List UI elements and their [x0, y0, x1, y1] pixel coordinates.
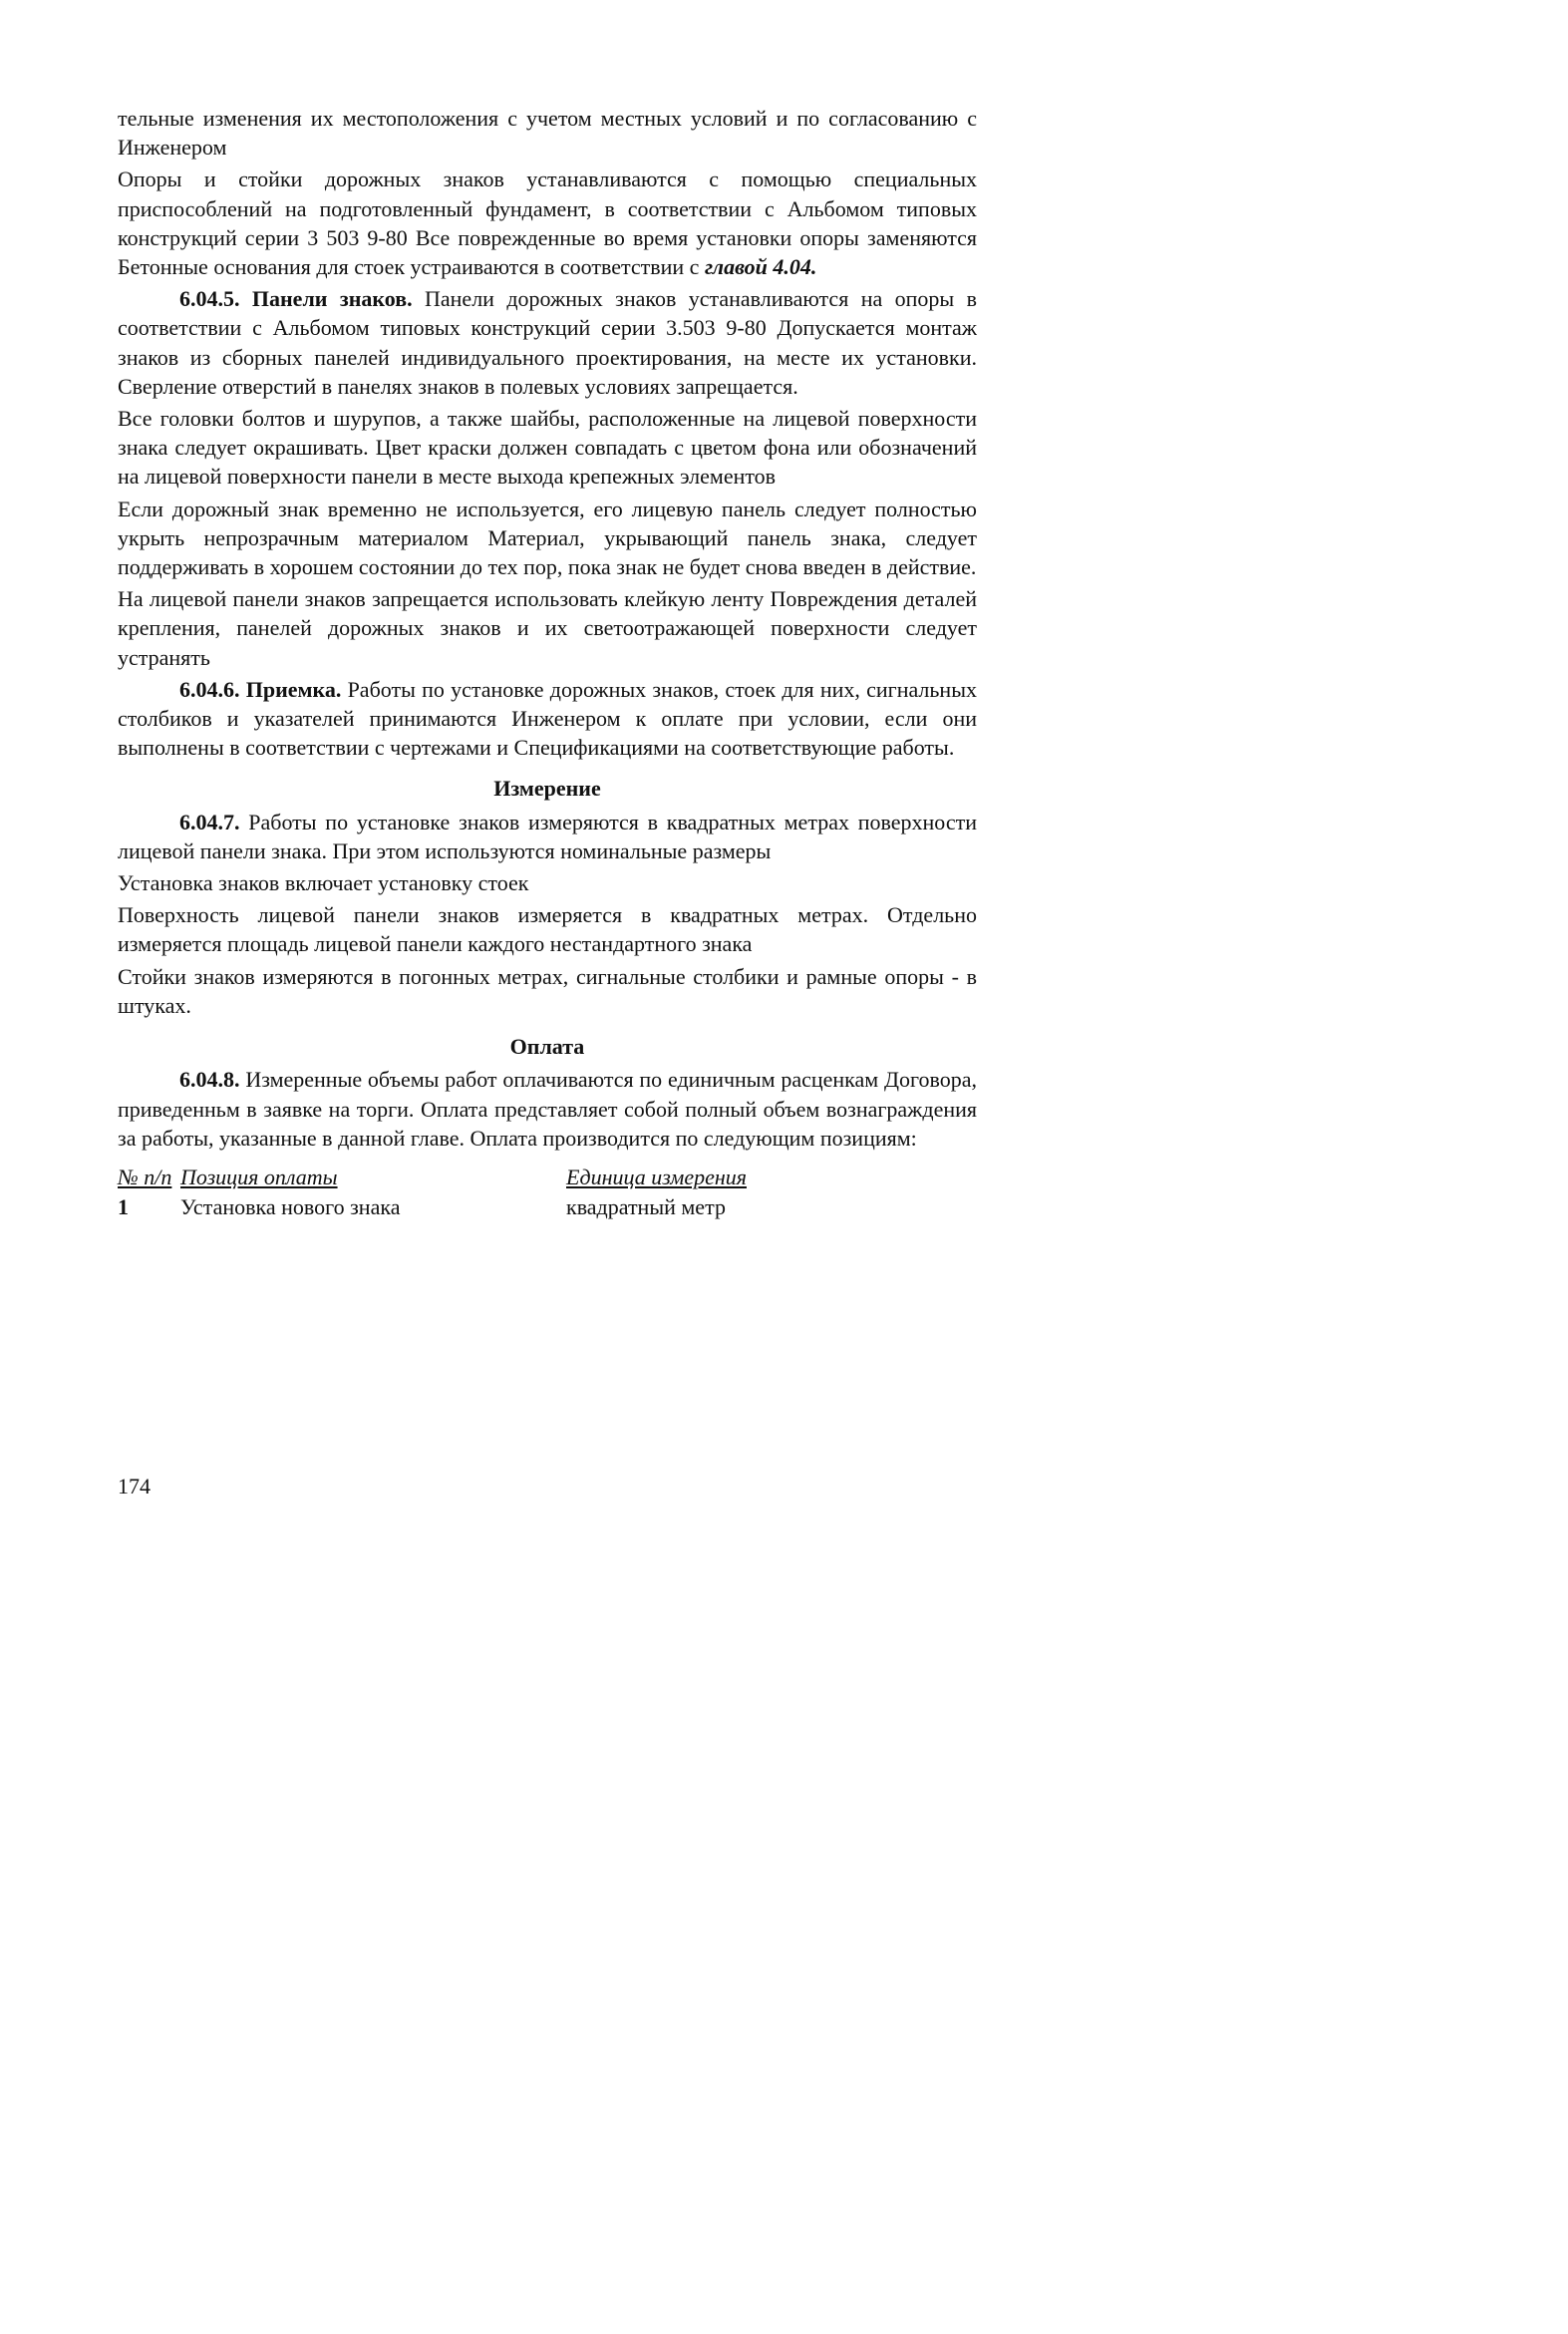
- table-cell-number: 1: [118, 1193, 129, 1219]
- paragraph-surface-measure: Поверхность лицевой панели знаков измеряется в квадратных метрах. Отдельно измеряется площадь лицевой панели каждого нестандартного знака: [118, 902, 977, 957]
- section-6-04-7: [118, 808, 977, 865]
- section-6-04-5-text: Панели дорожных знаков устанавливаются на опоры в соответствии с Альбомом типовых конструкций серии 3.503 9-80 Допускается монтаж знаков из сборных панелей индивидуального проектирования, на месте их установки. Сверление отверстий в панелях знаков в полевых условиях запрещается.: [118, 286, 977, 399]
- section-6-04-6-number: 6.04.6. Приемка.: [179, 676, 342, 702]
- table-cell-unit: квадратный метр: [566, 1193, 726, 1219]
- paragraph-supports-text: Опоры и стойки дорожных знаков устанавливаются с помощью специальных приспособлений на подготовленный фундамент, в соответствии с Альбомом типовых конструкций серии 3 503 9-80 Все поврежденные во время установки опоры заменяются Бетонные основания для стоек устраиваются в соответствии с: [118, 167, 977, 280]
- paragraph-tape: На лицевой панели знаков запрещается использовать клейкую ленту Повреждения деталей крепления, панелей дорожных знаков и их светоотражающей поверхности следует устранять: [118, 586, 977, 670]
- paragraph-continued: тельные изменения их местоположения с учетом местных условий и по согласованию с Инженером: [118, 106, 977, 161]
- heading-payment: Оплата: [509, 1034, 585, 1060]
- paragraph-posts-measure: Стойки знаков измеряются в погонных метрах, сигнальные столбики и рамные опоры - в штуках.: [118, 963, 977, 1018]
- section-6-04-8-number: 6.04.8.: [179, 1067, 240, 1093]
- chapter-reference: главой 4.04.: [704, 254, 817, 280]
- section-6-04-8: [118, 1065, 977, 1153]
- section-6-04-7-text: Работы по установке знаков измеряются в квадратных метрах поверхности лицевой панели знака. При этом используются номинальные размеры: [118, 809, 977, 863]
- table-header-number: № п/п: [118, 1164, 172, 1189]
- section-6-04-7-number: 6.04.7.: [179, 809, 240, 834]
- paragraph-unused-sign: Если дорожный знак временно не используется, его лицевую панель следует полностью укрыть непрозрачным материалом Материал, укрывающий панель знака, следует поддерживать в хорошем состоянии до тех пор, пока знак не будет снова введен в действие.: [118, 496, 977, 580]
- section-6-04-5-number: 6.04.5. Панели знаков.: [179, 286, 413, 312]
- section-6-04-6-text: Работы по установке дорожных знаков, стоек для них, сигнальных столбиков и указателей принимаются Инженером к оплате при условии, если они выполнены в соответствии с чертежами и Спецификациями на соответствующие работы.: [118, 676, 977, 761]
- section-6-04-6: [118, 675, 977, 763]
- table-cell-item: Установка нового знака: [180, 1193, 401, 1219]
- table-header-item: Позиция оплаты: [180, 1164, 338, 1189]
- page-number: 174: [118, 1474, 151, 1499]
- table-row: [118, 1192, 977, 1222]
- section-6-04-5: [118, 284, 977, 401]
- payment-table: [118, 1163, 977, 1222]
- heading-measurement: Измерение: [493, 776, 601, 802]
- section-6-04-8-text: Измеренные объемы работ оплачиваются по единичным расценкам Договора, приведенньм в заявке на торги. Оплата представляет собой полный объем вознаграждения за работы, указанные в данной главе. Оплата производится по следующим позициям:: [118, 1067, 977, 1151]
- table-header-unit: Единица измерения: [566, 1164, 747, 1189]
- paragraph-bolts: Все головки болтов и шурупов, а также шайбы, расположенные на лицевой поверхности знака следует окрашивать. Цвет краски должен совпадать с цветом фона или обозначений на лицевой поверхности панели в месте выхода крепежных элементов: [118, 406, 977, 490]
- paragraph-supports: [118, 165, 977, 281]
- paragraph-includes-posts: Установка знаков включает установку стоек: [118, 870, 529, 896]
- page-body: [118, 104, 977, 1222]
- table-header-row: [118, 1163, 977, 1192]
